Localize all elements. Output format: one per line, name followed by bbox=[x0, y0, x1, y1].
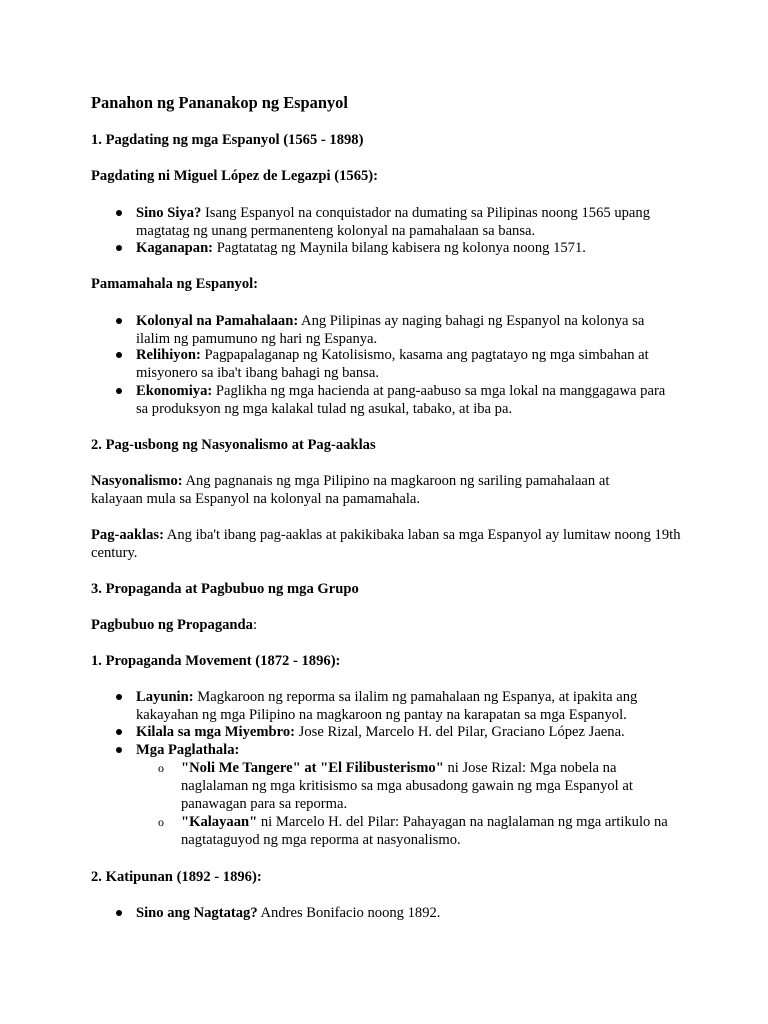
subheading-katipunan: 2. Katipunan (1892 - 1896): bbox=[91, 869, 262, 885]
list-item-text: Relihiyon: Pagpapalaganap ng Katolisismo, kasama ang pagtatayo ng mga simbahan at misyonero sa iba't ibang bahagi ng bansa. bbox=[136, 347, 649, 381]
paragraph-pag-aaklas: Pag-aaklas: Ang iba't ibang pag-aaklas at pakikibaka laban sa mga Espanyol ay lumitaw noong 19th century. bbox=[91, 527, 681, 561]
bullet-icon bbox=[116, 318, 122, 324]
sub-list-item-text: "Kalayaan" ni Marcelo H. del Pilar: Pahayagan na naglalaman ng mga artikulo na nagtataguyod ng mga reporma at nasyonalismo. bbox=[181, 814, 668, 848]
section-heading-1: 1. Pagdating ng mga Espanyol (1565 - 1898) bbox=[91, 132, 364, 148]
list-item-text: Ekonomiya: Paglikha ng mga hacienda at pang-aabuso sa mga lokal na manggagawa para sa produksyon ng mga kalakal tulad ng asukal, tabako, at iba pa. bbox=[136, 383, 666, 417]
section-heading-3: 3. Propaganda at Pagbubuo ng mga Grupo bbox=[91, 581, 359, 597]
list-item-text: Kilala sa mga Miyembro: Jose Rizal, Marcelo H. del Pilar, Graciano López Jaena. bbox=[136, 724, 625, 740]
circle-bullet-icon: o bbox=[158, 815, 164, 829]
subheading-legazpi: Pagdating ni Miguel López de Legazpi (1565): bbox=[91, 168, 379, 184]
bullet-icon bbox=[116, 729, 122, 735]
page-title: Panahon ng Pananakop ng Espanyol bbox=[91, 93, 348, 112]
bullet-icon bbox=[116, 747, 122, 753]
bullet-icon bbox=[116, 910, 122, 916]
sub-list-item-text: "Noli Me Tangere" at "El Filibusterismo" ni Jose Rizal: Mga nobela na naglalaman ng mga kritisismo sa mga abusadong gawain ng mga Espanyol at panawagan para sa reporma. bbox=[181, 760, 633, 812]
bullet-icon bbox=[116, 694, 122, 700]
list-item-text: Kaganapan: Pagtatatag ng Maynila bilang kabisera ng kolonya noong 1571. bbox=[136, 240, 586, 256]
list-item-text: Mga Paglathala: bbox=[136, 742, 240, 758]
list-item-text: Sino Siya? Isang Espanyol na conquistador na dumating sa Pilipinas noong 1565 upang magtatag ng unang permanenteng kolonyal na pamahalaan sa bansa. bbox=[136, 205, 650, 239]
list-item-text: Kolonyal na Pamahalaan: Ang Pilipinas ay naging bahagi ng Espanyol na kolonya sa ilalim ng pamumuno ng hari ng Espanya. bbox=[136, 313, 645, 347]
list-item-text: Sino ang Nagtatag? Andres Bonifacio noong 1892. bbox=[136, 905, 441, 921]
bullet-icon bbox=[116, 388, 122, 394]
bullet-icon bbox=[116, 210, 122, 216]
subheading-pagbubuo: Pagbubuo ng Propaganda: bbox=[91, 617, 258, 633]
bullet-icon bbox=[116, 245, 122, 251]
bullet-icon bbox=[116, 352, 122, 358]
subheading-propaganda-movement: 1. Propaganda Movement (1872 - 1896): bbox=[91, 653, 341, 669]
circle-bullet-icon: o bbox=[158, 761, 164, 775]
paragraph-nasyonalismo: Nasyonalismo: Ang pagnanais ng mga Pilipino na magkaroon ng sariling pamahalaan at kalayaan mula sa Espanyol na kolonyal na pamamahala. bbox=[91, 473, 610, 507]
section-heading-2: 2. Pag-usbong ng Nasyonalismo at Pag-aaklas bbox=[91, 437, 376, 453]
subheading-pamamahala: Pamamahala ng Espanyol: bbox=[91, 276, 259, 292]
list-item-text: Layunin: Magkaroon ng reporma sa ilalim ng pamahalaan ng Espanya, at ipakita ang kakayahan ng mga Pilipino na magkaroon ng pantay na karapatan sa mga Espanyol. bbox=[136, 689, 638, 723]
